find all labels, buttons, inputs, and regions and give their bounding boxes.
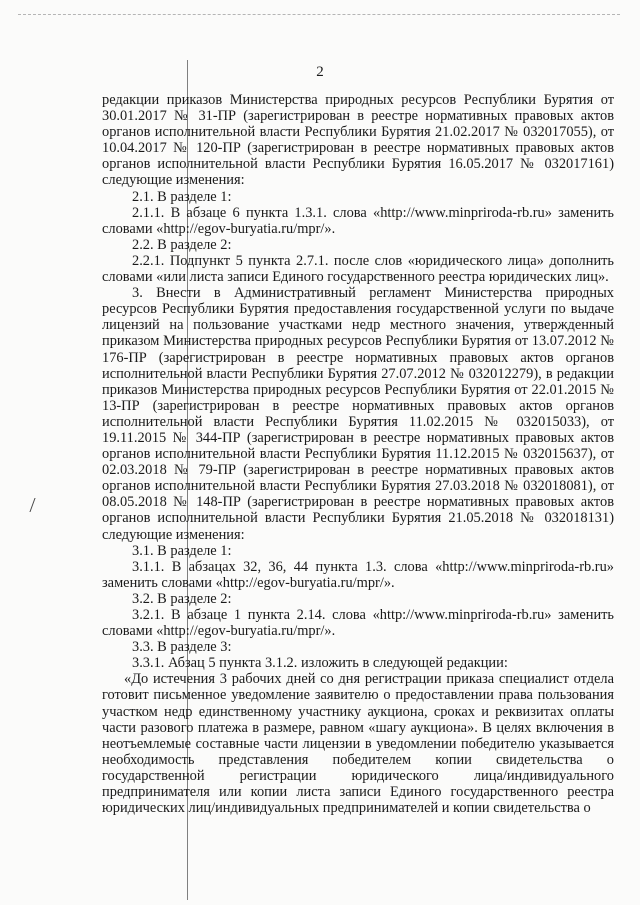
margin-pen-mark — [29, 498, 41, 512]
paragraph: 2.2.1. Подпункт 5 пункта 2.7.1. после слов «юридического лица» дополнить словами «или листа записи Единого государственного реестра юридических лиц». — [102, 252, 614, 286]
page-number: 2 — [316, 64, 324, 80]
paragraph: 3.2.1. В абзаце 1 пункта 2.14. слова «http://www.minpriroda-rb.ru» заменить словами «http://egov-buryatia.ru/mpr/». — [102, 607, 614, 640]
paragraph: «До истечения 3 рабочих дней со дня регистрации приказа специалист отдела готовит письменное уведомление заявителю о предоставлении права пользования участком недр единственному участнику аукциона, сроках и реквизитах оплаты части разового платежа в размере, равном «шагу аукциона». В целях включения в неотъемлемые составные части лицензии в уведомлении победителю указывается необходимость представления победителем копии свидетельства о государственной регистрации юридического лица/индивидуального предпринимателя или копии листа записи Единого государственного реестра юридических лиц/индивидуальных предпринимателей и копии свидетельства о — [102, 671, 614, 817]
paragraph: редакции приказов Министерства природных ресурсов Республики Бурятия от 30.01.2017 № 31-ПР (зарегистрирован в реестре нормативных правовых актов органов исполнительной власти Республики Бурятия 21.02.2017 № 032017055), от 10.04.2017 № 120-ПР (зарегистрирован в реестре нормативных правовых актов органов исполнительной власти Республики Бурятия 16.05.2017 № 032017161) следующие изменения: — [102, 92, 614, 189]
document-body — [102, 92, 614, 816]
paragraph: 3.3.1. Абзац 5 пункта 3.1.2. изложить в следующей редакции: — [132, 655, 508, 672]
paragraph: 2.2. В разделе 2: — [132, 236, 232, 253]
paragraph: 3.2. В разделе 2: — [132, 590, 232, 607]
paragraph: 2.1. В разделе 1: — [132, 188, 232, 205]
paragraph: 2.1.1. В абзаце 6 пункта 1.3.1. слова «http://www.minpriroda-rb.ru» заменить словами «http://egov-buryatia.ru/mpr/». — [102, 204, 614, 237]
paragraph: 3.3. В разделе 3: — [132, 639, 232, 656]
scan-top-edge — [18, 14, 620, 21]
paragraph: 3.1. В разделе 1: — [132, 542, 232, 559]
paragraph: 3. Внести в Административный регламент Министерства природных ресурсов Республики Бурятия предоставления государственной услуги по выдаче лицензий на пользование участками недр местного значения, утвержденный приказом Министерства природных ресурсов Республики Бурятия от 13.07.2012 № 176-ПР (зарегистрирован в реестре нормативных правовых актов органов исполнительной власти Республики Бурятия 27.07.2012 № 032012279), в редакции приказов Министерства природных ресурсов Республики Бурятия от 22.01.2015 № 13-ПР (зарегистрирован в реестре нормативных правовых актов органов исполнительной власти Республики Бурятия 11.02.2015 № 032015033), от 19.11.2015 № 344-ПР (зарегистрирован в реестре нормативных правовых актов органов исполнительной власти Республики Бурятия 11.12.2015 № 032015637), от 02.03.2018 № 79-ПР (зарегистрирован в реестре нормативных правовых актов органов исполнительной власти Республики Бурятия 27.03.2018 № 032018081), от 08.05.2018 № 148-ПР (зарегистрирован в реестре нормативных правовых актов органов исполнительной власти Республики Бурятия 21.05.2018 № 032018131) следующие изменения: — [102, 285, 614, 543]
paragraph: 3.1.1. В абзацах 32, 36, 44 пункта 1.3. слова «http://www.minpriroda-rb.ru» заменить словами «http://egov-buryatia.ru/mpr/». — [102, 558, 614, 591]
